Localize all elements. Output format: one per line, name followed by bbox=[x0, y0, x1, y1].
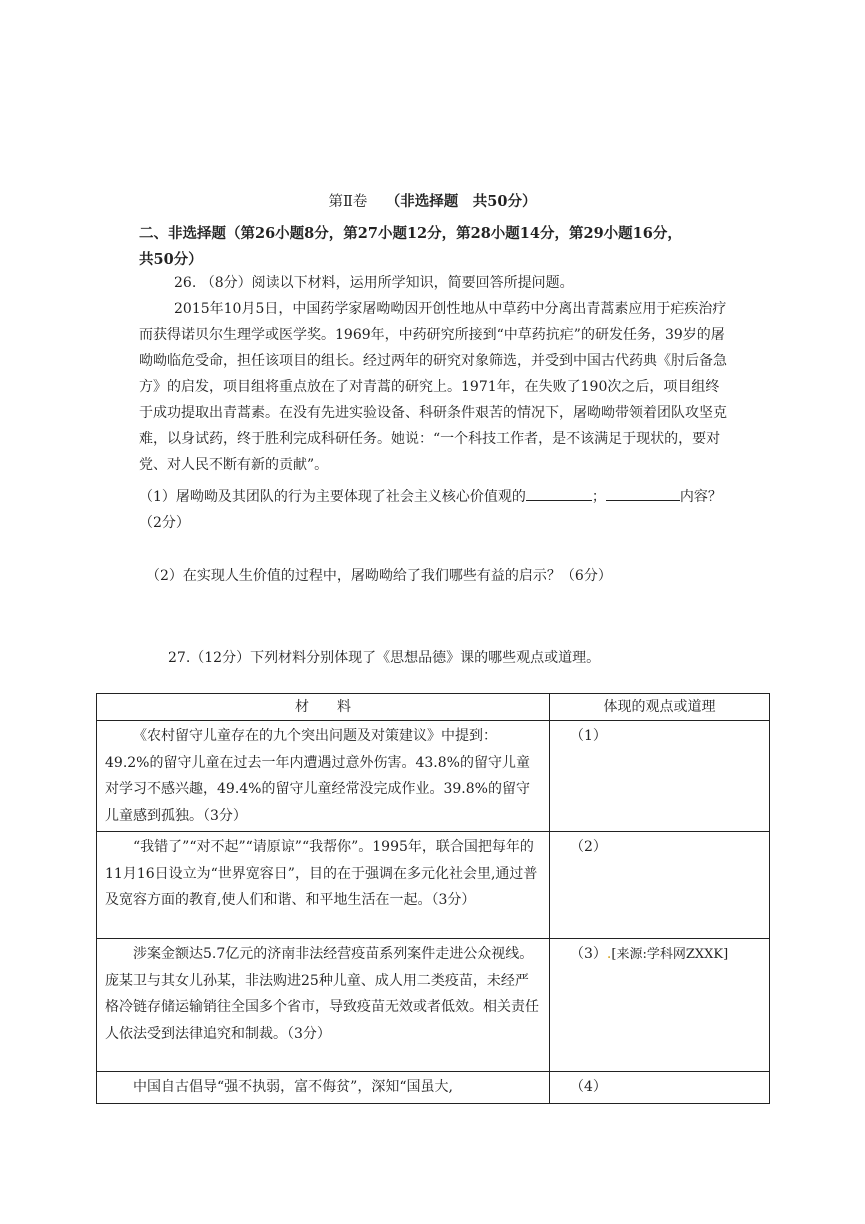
section-heading-line1: 二、非选择题（第26小题8分，第27小题12分，第28小题14分，第29小题16分， bbox=[139, 225, 682, 242]
answer-cell[interactable] bbox=[550, 939, 770, 1072]
part-title-prefix: 第Ⅱ卷 bbox=[328, 194, 368, 210]
q26-question-2: （2）在实现人生价值的过程中，屠呦呦给了我们哪些有益的启示？（6分） bbox=[146, 568, 612, 584]
q26-q1-text-part1: （1）屠呦呦及其团队的行为主要体现了社会主义核心价值观的 bbox=[139, 489, 526, 505]
q26-stem: 26. （8分）阅读以下材料，运用所学知识，简要回答所提问题。 bbox=[174, 275, 574, 291]
part-title bbox=[0, 190, 865, 211]
q27-table bbox=[96, 693, 770, 1104]
part-title-bold: （非选择题 共50分） bbox=[385, 193, 537, 210]
q26-question-1 bbox=[139, 484, 729, 536]
material-cell: 中国自古倡导“强不执弱，富不侮贫”，深知“国虽大, bbox=[97, 1072, 550, 1104]
source-watermark: [来源:学科网ZXXK] bbox=[611, 947, 729, 962]
answer-cell[interactable] bbox=[550, 1072, 770, 1104]
table-row bbox=[97, 832, 770, 939]
table-row bbox=[97, 939, 770, 1072]
answer-label: （2） bbox=[570, 839, 607, 855]
q26-q1-text-part2: 内容？（2分） bbox=[139, 489, 722, 531]
table-row bbox=[97, 1072, 770, 1104]
q26-material: 2015年10月5日，中国药学家屠呦呦因开创性地从中草药中分离出青蒿素应用于疟疾治疗而获得诺贝尔生理学或医学奖。1969年，中药研究所接到“中草药抗疟”的研发任务，39岁的屠呦呦临危受命，担任该项目的组长。经过两年的研究对象筛选，并受到中国古代药典《肘后备急方》的启发，项目组将重点放在了对青蒿的研究上。1971年，在失败了190次之后，项目组终于成功提取出青蒿素。在没有先进实验设备、科研条件艰苦的情况下，屠呦呦带领着团队攻坚克难，以身试药，终于胜利完成科研任务。她说：“一个科技工作者，是不该满足于现状的，要对党、对人民不断有新的贡献”。 bbox=[139, 301, 727, 473]
section-heading-line2: 共50分） bbox=[139, 251, 203, 268]
table-header-row bbox=[97, 694, 770, 721]
answer-label: （4） bbox=[570, 1079, 607, 1095]
header-viewpoint: 体现的观点或道理 bbox=[550, 694, 770, 721]
answer-blank-1[interactable] bbox=[526, 486, 592, 501]
material-cell: 涉案金额达5.7亿元的济南非法经营疫苗系列案件走进公众视线。庞某卫与其女儿孙某，非法购进25种儿童、成人用二类疫苗，未经严格冷链存储运输销往全国多个省市，导致疫苗无效或者低效。相关责任人依法受到法律追究和制裁。（3分） bbox=[97, 939, 550, 1072]
material-cell: 《农村留守儿童存在的九个突出问题及对策建议》中提到：49.2%的留守儿童在过去一年内遭遇过意外伤害。43.8%的留守儿童对学习不感兴趣，49.4%的留守儿童经常没完成作业。39.8%的留守儿童感到孤独。（3分） bbox=[97, 721, 550, 832]
answer-label: （3） bbox=[570, 946, 607, 962]
material-cell: “我错了”“对不起”“请原谅”“我帮你”。1995年，联合国把每年的11月16日设立为“世界宽容日”，目的在于强调在多元化社会里,通过普及宽容方面的教育,使人们和谐、和平地生活在一起。（3分） bbox=[97, 832, 550, 939]
answer-label: （1） bbox=[570, 728, 607, 744]
answer-cell[interactable] bbox=[550, 721, 770, 832]
q26-q1-separator: ； bbox=[591, 489, 606, 505]
answer-blank-2[interactable] bbox=[606, 486, 680, 501]
answer-cell[interactable] bbox=[550, 832, 770, 939]
q27-stem: 27.（12分）下列材料分别体现了《思想品德》课的哪些观点或道理。 bbox=[168, 650, 601, 666]
header-material: 材 料 bbox=[97, 694, 550, 721]
table-row bbox=[97, 721, 770, 832]
anchor-mark-icon: . bbox=[606, 946, 612, 962]
